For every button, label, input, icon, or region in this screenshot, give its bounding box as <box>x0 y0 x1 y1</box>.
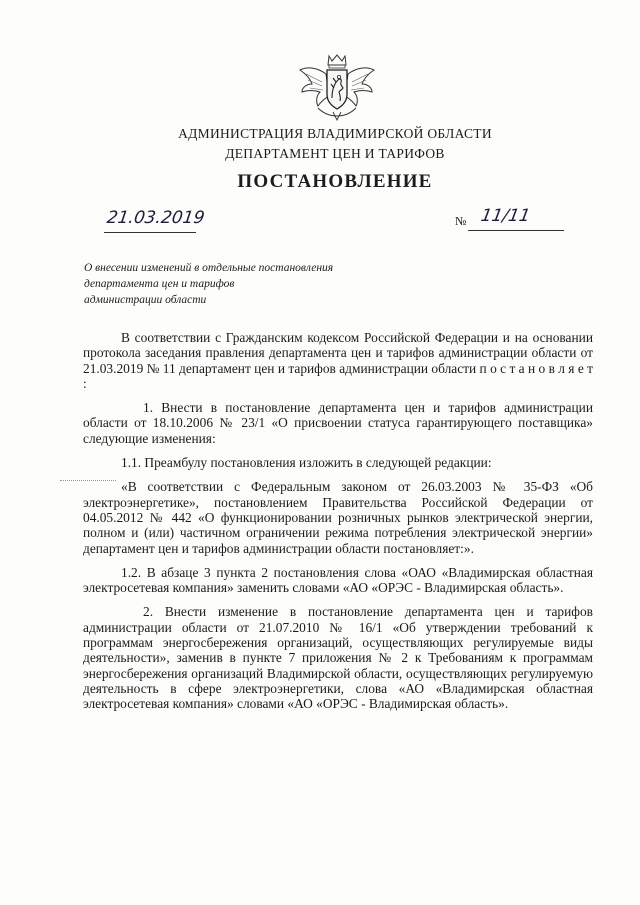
paragraph-quote: «В соответствии с Федеральным законом от 26.03.2003 № 35-ФЗ «Об электроэнергетике», постановлением Правительства Российской Федерации от 04.05.2012 № 442 «О функционировании розничных рынков электрической энергии, полном и (или) частичном ограничении режима потребления электрической энергии» департамент цен и тарифов администрации области постановляет:». <box>83 479 593 556</box>
document-subject <box>84 260 384 308</box>
paragraph-item-1: 1. Внести в постановление департамента цен и тарифов администрации области от 18.10.2006 № 23/1 «О присвоении статуса гарантирующего поставщика» следующие изменения: <box>83 400 593 446</box>
number-label: № <box>455 214 467 228</box>
subject-line: департамента цен и тарифов <box>84 278 235 290</box>
document-body <box>83 330 593 721</box>
subject-line: О внесении изменений в отдельные постановления <box>84 262 334 274</box>
organization-name: АДМИНИСТРАЦИЯ ВЛАДИМИРСКОЙ ОБЛАСТИ <box>178 126 492 141</box>
document-date: 21.03.2019 <box>105 208 206 228</box>
document-title: ПОСТАНОВЛЕНИЕ <box>237 171 433 192</box>
paragraph-item-2: 2. Внести изменение в постановление департамента цен и тарифов администрации области от 21.07.2010 № 16/1 «Об утверждении требований к программам энергосбережения организаций, осуществляющих регулируемые виды деятельности», заменив в пункте 7 приложения № 2 к Требованиям к программам энергосбережения организаций Владимирской области, осуществляющих регулируемую деятельность в сфере электроэнергетики, слова «АО «Владимирская областная электросетевая компания» словами «АО «ОРЭС - Владимирская область». <box>83 604 593 712</box>
date-underline <box>104 232 196 233</box>
document-number: 11/11 <box>479 206 532 226</box>
subject-line: администрации области <box>84 294 207 306</box>
paragraph-intro: В соответствии с Гражданским кодексом Российской Федерации и на основании протокола заседания правления департамента цен и тарифов администрации области от 21.03.2019 № 11 департамент цен и тарифов администрации области п о с т а н о в л я е т : <box>83 330 593 391</box>
department-name: ДЕПАРТАМЕНТ ЦЕН И ТАРИФОВ <box>225 146 445 161</box>
coat-of-arms-icon <box>296 52 378 122</box>
paragraph-item-1-1: 1.1. Преамбулу постановления изложить в следующей редакции: <box>121 455 492 471</box>
number-underline <box>468 230 564 231</box>
paragraph-item-1-2: 1.2. В абзаце 3 пункта 2 постановления слова «ОАО «Владимирская областная электросетевая компания» заменить словами «АО «ОРЭС - Владимирская область». <box>83 564 593 596</box>
